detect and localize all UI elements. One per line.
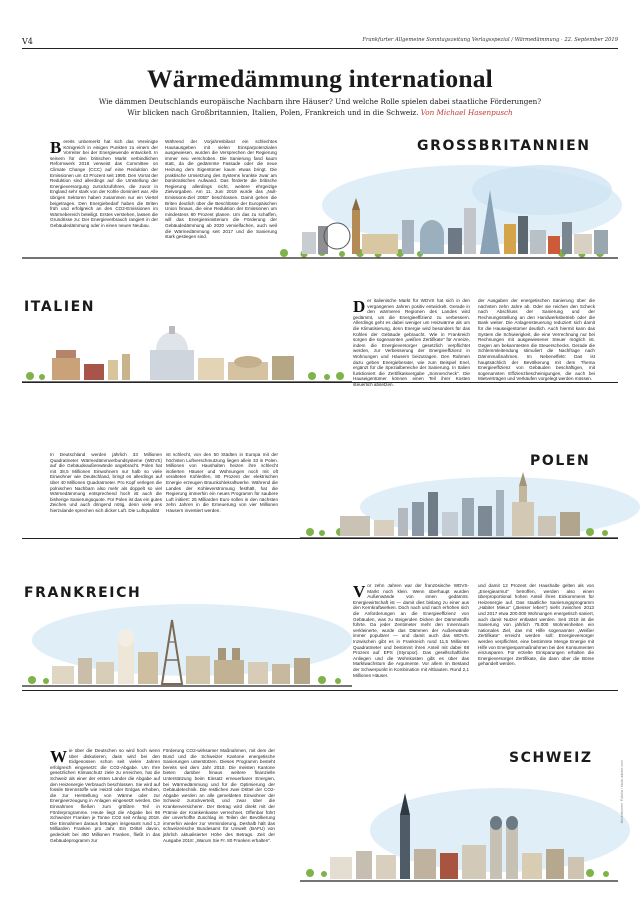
switzerland-col1-text: ie über die Deutschen so wird hoch wenn über diskutieren, dass wird bei den Eidgenossen schon seit vielen Jahren erfolgreich eingesetzt: die CO2-Abgabe. Um Ihre gesetzlichen Klimaschutz ziele zu erreichen, hat die Schweiz als einer der ersten Länder die Abgabe auf den Heizenergie Verbrauch beschlossen. Sie wird auf fossile Brennstoffe wie Heizöl oder Erdgas erhoben, die zur Herstellung von Wärme oder zur Energieerzeugung in Anlagen eingesetzt werden. Die Einnahmen fließen zum größten Teil in Förderprogramme. Heute liegt die Abgabe bei 96 Schweizer Franken je Tonne CO2 seit Anfang 2018. Die Einnahmen daraus betragen insgesamt rund 1,2 Milliarden Franken pro Jahr. Ein Drittel davon, gedeckelt bei 450 Millionen Franken, fließt in das Gebäudeprogramm zur (50, 748, 160, 843)
france-col2-text: und damit 12 Prozent der Haushalte gelten als von „Energiearmut“ betroffen, werden also einen überproportional hohen Anteil ihres Einkommens für Heizenergie auf. Das staatliche Sanierungsprogramm „Habiter Mieux“ („Besser leben“) sieht zwischen 2013 und 2017 etwa 200.000 Wohnungen energetisch saniert, auch damit Nutzer entlastet werden. Seit 2018 ist die Sanierung von jährlich 75.000 Wohneinheiten ein nationales Ziel, das mit Hilfe sogenannter „Weißer Zertifikate“ erreicht werden soll: Energieversorger werden verpflichtet, eine bestimmte Menge Energie mit Hilfe von Energiesparmaßnahmen bei den Konsumenten einzusparen. Für erzielte Einsparungen erhalten die Energieversorger Zertifikate, die dann über die Börse gehandelt werden. (478, 583, 594, 667)
italy-col2-text: der Ausgaben der energetischen Sanierung über die nächsten zehn Jahre ab. Oder sie reichen den Scheck nach Abschluss der Sanierung und der Rechnungsstellung an den Handwerksbetrieb oder die Bank weiter. Die Anlagensteuerung reduziert sich damit für die Hauseigentümer deutlich. Auch hiermit kann das System die Schwierigkeit, die eine Verrechnung nur bei Rechnungen mit ausgewiesener Steuer möglich ist. Gegen am bekanntesten die Steuerschecks. Gerade die Schlemmleitendung stimuliert die Nachfrage nach Dämmmaßnahmen. Im Nebeneffekt: Das ist hauptsächlich der Bevölkerung mit dem Thema Energieeffizienz von Gebäuden beschäftigen, mit sogenannten Effizienzbescheinigungen, die auch bei Mietverträgen und Verkäufen vorgelegt werden müssen. (478, 298, 595, 382)
poland-article-col-1 (50, 452, 162, 532)
switzerland-article-col-2 (163, 748, 275, 868)
france-section-rule (22, 690, 618, 691)
poland-col1-text: In Deutschland werden jährlich 33 Millionen Quadratmeter Wärmedämmverbundsysteme (WDVS) auf die Gebäudeaußenwände angebracht. Polen hat mit 38,5 Millionen Einwohnern nur halb so viele Einwohner wie Deutschland, bringt es allerdings auf über 40 Millionen Quadratmeter. Pro Kopf verlegen die polnischen Nachbarn also mehr als doppelt so viel Wärmedämmung entsprechend hoch ist auch die bisherige Sanierungsquote. Für Polen ist das ein gutes Zeichen und auch dringend nötig, denn viele ens hierzulande sprechen sich dicker Luft. Die Luftqualität (50, 452, 162, 513)
author-byline: Von Michael Hasenpusch (420, 107, 513, 117)
france-col1-text: or zehn Jahren war der französische WDVS-Markt noch klein. Wenn überhaupt wurden Außenwände von innen gedämmt. Energiewirtschaft ist — damit dies bislang zu einer aus den Kernkraftwerken. Doch nach und nach erhöhen sich die Anforderungen an die Energieeffizienz von Gebäuden, was zu steigenden Dicken der Dämmstoffe führte. Da jeder Zentimeter mehr den Innenraum verkleinerte, wurde das Dämmen der Außenwände immer populärer — und damit auch das WDVS. Inzwischen gibt es in Frankreich rund 11,5 Millionen Quadratmeter und bestimmt ihren Anteil mit dabei 68 Prozent auf EPS (Styropor). Das gesellschaftliche Anliegen und die Wohnkosten gibt es über das Marktwachstum die Argumente. Vor allem im Bestand der Schwerpunkt in Kombination mit Altbauten. Rund 2,1 Millionen Häuser. (353, 583, 469, 678)
italy-country-label: ITALIEN (24, 299, 96, 315)
italy-article-col-2 (478, 298, 595, 380)
switzerland-article-col-1 (50, 748, 160, 868)
header-rule (22, 48, 618, 49)
italy-article-col-1 (353, 297, 470, 387)
poland-article-col-2 (166, 452, 278, 532)
italy-col1-text: er italienische Markt für WDVS hat sich in den vergangenen Jahren positiv entwickelt. Gerade in den wärmeren Regionen des Landes wird gedämmt, um die Energieeffizienz zu verbessern. Allerdings geht es dabei weniger um Heizwärme als um die Klimatisierung, denn Energie wird besonders für das Kühlen der Gebäude gebraucht. Wie in Frankreich sorgen die sogenannten „weißen Zertifikate“ für Anreize, indem die Energieversorger gesetzlich verpflichtet werden, zur Verbesserung der Energieeffizienz in Wohnungen und Häusern beizutragen. Den Rahmen dazu geben Energieberater, wie zum Beispiel Enel, ergänzt für die Spezialbereiche der Sanierung. In Italien funktioniert die Zertifikatsvergabe „Sonnencheck“. Die Hauseigentümer können einen Teil ihrer Kosten steuerlich absetzen. (353, 298, 470, 387)
illustration-credit: Illustrationen: Fotolia / stock.adobe.com (620, 760, 624, 824)
poland-country-label: POLEN (530, 453, 591, 469)
france-dropcap: V (353, 582, 366, 601)
paris-skyline-illustration (22, 600, 352, 692)
subtitle-line-1: Wie dämmen Deutschlands europäische Nachbarn ihre Häuser? Und welche Rolle spielen dabei staatliche Förderungen? (98, 97, 542, 106)
subtitle-line-2: Wir blicken nach Großbritannien, Italien, Polen, Frankreich und in die Schweiz. (127, 107, 419, 117)
london-skyline-illustration (22, 150, 618, 262)
rome-skyline-illustration (22, 320, 352, 386)
italy-dropcap: D (353, 297, 366, 316)
france-country-label: FRANKREICH (24, 585, 142, 601)
france-article-col-1 (353, 583, 469, 681)
uk-dropcap: B (50, 138, 62, 157)
publication-line: Frankfurter Allgemeine Sonntagszeitung Verlagsspezial / Wärmedämmung · 22. September 2019 (362, 37, 618, 43)
page-number: V4 (22, 37, 33, 46)
switzerland-col2-text: Förderung CO2-wirksamer Maßnahmen, mit dem der Bund und die Schweizer Kantone energetische Sanierungen unterstützen. Dieses Programm besteht bereits seit dem Jahr 2010. Die meisten Kantone bieten darüber hinaus weitere finanzielle Unterstützung beim Einsatz erneuerbarer Energien, bei Wärmedämmung und für die Optimierung der Gebäudetechnik. Die restlichen zwei Drittel der CO2-Abgabe werden an alle gemeldeten Einwohner der Schweiz zurückverteilt, und zwar über die Krankenversicherer. Der Betrag wird direkt mit der Prämie der Krankenkasse verrechnet. Offenbar führt der unverhoffte Zuschlag im Teilen der Bevölkerung immerhin wieder zur Verminderung. Deshalb hält das schweizerische Bundesamt für Umwelt (BAFU) von jährlich aktualisierter Höhe des Betrags. Zeit der Ausgabe 2018: „Warum Sie Fr. 80 Franken erhalten“. (163, 748, 275, 843)
subtitle (70, 97, 570, 118)
poland-section-rule (22, 538, 618, 539)
italy-section-rule (22, 382, 618, 383)
uk-col2-text: Während der Vorjahresbilanz ein schlechtes Hausausgeben mit vielen Einsparpotenzialen ausgewiesen, wurden die Versprechen der Regierung immer neu verschoben. Die Sanierung fand kaum statt, da die gedämmte Fassade oder die neue Heizung dem Eigentümer kaum etwas bringt. Die praktische Umsetzung des Systems krankte zwar am bürokratischen Aufwand. Das förderte die britische Regierung allerdings nicht, weitere ehrgeizige Zielvorgaben. Am 11. Juni 2019 wurde das „Null-Emissions-Ziel 2050“ beschlossen. Damit gehen die Briten deutlich über die Beschlüsse der Europäischen Union hinaus, die eine Reduktion der Emissionen um mindestens 80 Prozent planen. Um das zu schaffen, will das Energieministerium die Förderung der Gebäudedämmung ab 2020 vervielfachen, auch weil die Wärmedämmung seit 2017 und die Sanierung stark gestiegen sind. (165, 139, 277, 240)
zurich-skyline-illustration (300, 775, 618, 885)
france-article-col-2 (478, 583, 594, 681)
poland-col2-text: ist schlecht, von den 50 Städten in Europa mit der höchsten Luftverschmutzung liegen allein 33 in Polen. Millionen von Haushalten heizen ihre schlecht isolierten Häuser und Wohnungen noch mit oft veralteten Kohleöfen, 80 Prozent der elektrischen Energie erzeugen Braunkohlekraftwerke. Während die Landes der Kohleverstromung festhält, hat die Regierung immerhin ein neues Programm für saubere Luft initiiert: 25 Milliarden Euro sollen in den nächsten zehn Jahren in die Erneuerung von vier Millionen Häusern investiert werden. (166, 452, 278, 513)
uk-country-label: GROSSBRITANNIEN (417, 138, 591, 154)
warsaw-skyline-illustration (300, 462, 618, 542)
switzerland-country-label: SCHWEIZ (509, 750, 593, 766)
uk-col1-text: ereits unbemerkt hat sich das Vereinigte Königreich in einigen Punkten zu einem der Vorreiter bei der Energiewende entwickelt. In seinem für den britischen Markt verbindlichen Reformwerk 2018 verweist das Committee on Climate Change (CCC) auf eine Reduktion der Emissionen um 43 Prozent seit 1990. Den Vorrat der Reduktion sind allerdings auf die Umstellung der Energieversorgung zurückzuführen, die zuvor in England sehr stark von der Kohle dominiert war. Alle übrigen Sektoren haben zusammen nur ein Viertel beigetragen. Den Energiebedarf haben die Briten früh und erfolgreich an den CO2-Emissionen im Wärmebereich beteiligt. Erstes verstehen, lassen die Grundrisse zu: Der Energieverbrauch rangiert in der Gebäudedämmung oder in einen neuen Neubau. (50, 139, 158, 228)
page-title: Wärmedämmung international (147, 64, 493, 93)
switzerland-dropcap: W (50, 747, 67, 766)
